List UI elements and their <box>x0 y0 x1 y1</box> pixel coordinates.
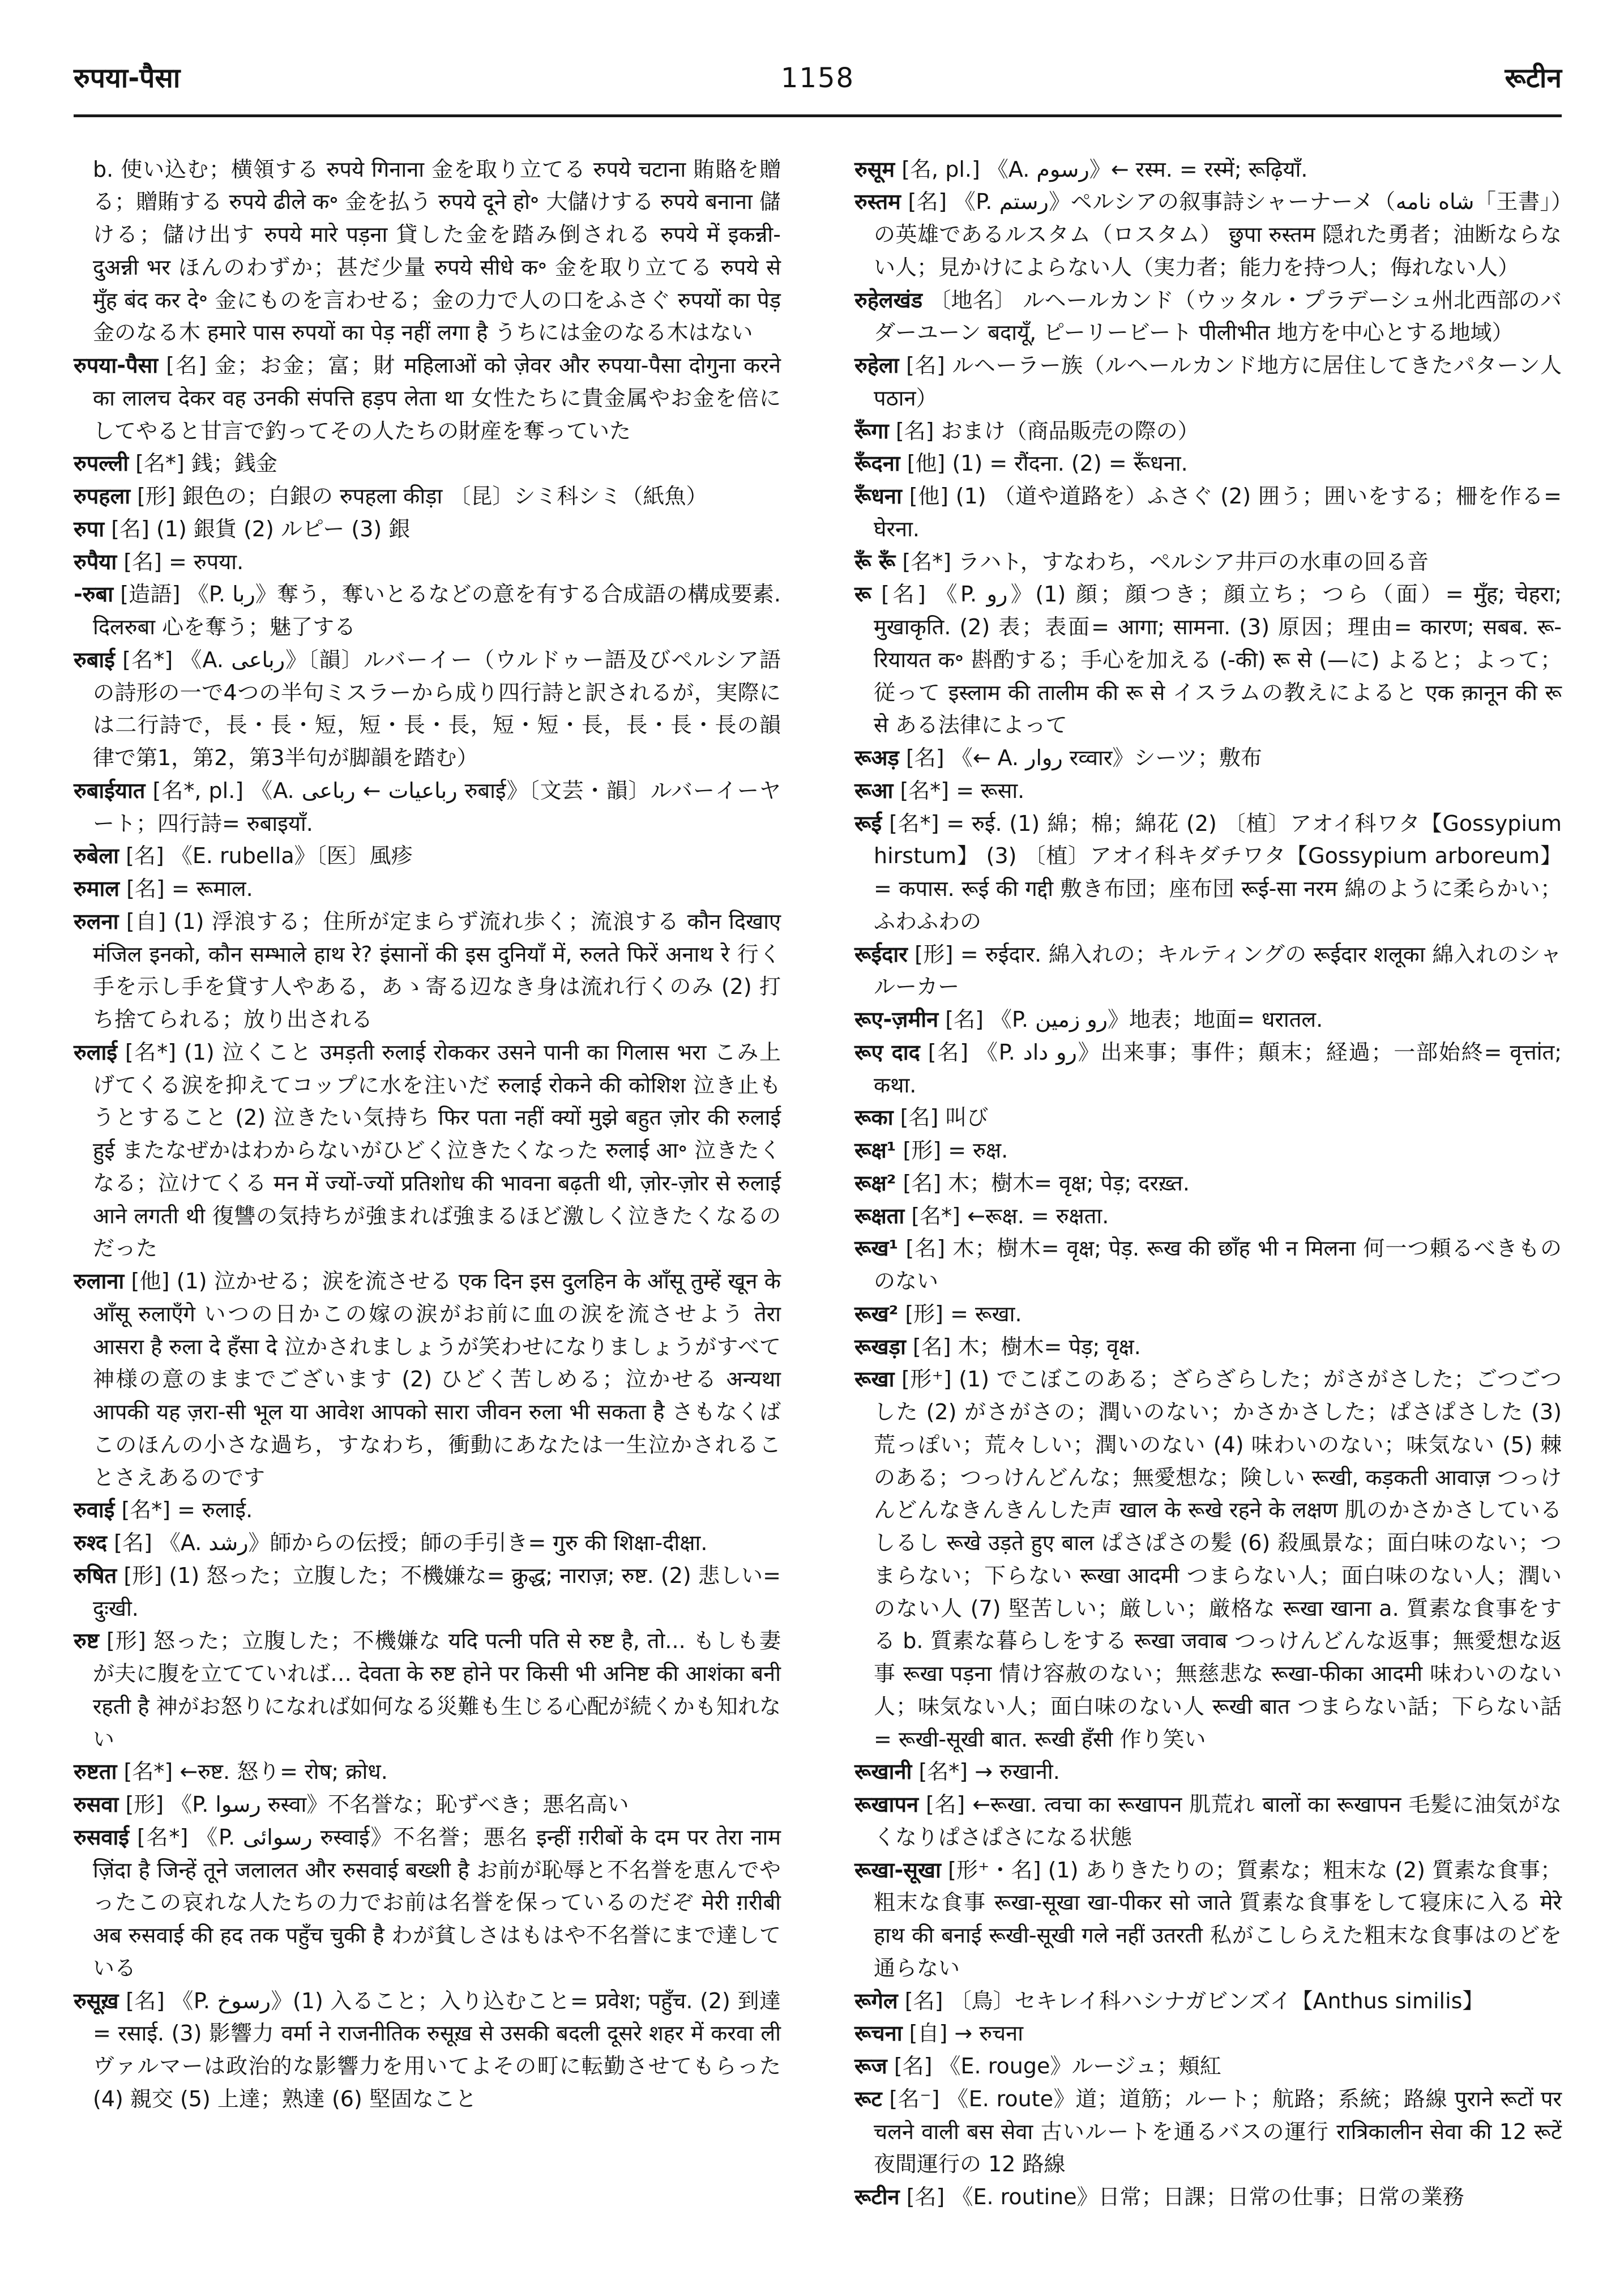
entry-pos: [名] <box>899 353 945 378</box>
entry-headword: रुष्ट <box>74 1628 99 1654</box>
text-columns <box>74 153 1562 2214</box>
entry-body: (1) ありきたりの；質素な；粗末な (2) 質素な食事；粗末な食事 रूखा-सूखा खा-पीकर सो जाते 質素な食事をして寝床に入る मेरे हाथ की बनाई रूखी-सूखी गले नहीं उतरती 私がこしらえた粗末な食事はのどを通らない <box>874 1857 1562 1981</box>
dictionary-entry <box>854 578 1562 742</box>
entry-headword: रूआ <box>854 778 894 803</box>
entry-headword: रूअड़ <box>854 745 899 771</box>
entry-body: (1) 怒った；立腹した；不機嫌な= क्रुद्ध; नाराज़; रुष्ट. (2) 悲しい= दुःखी. <box>93 1563 781 1621</box>
header-rule <box>74 114 1562 117</box>
entry-body: 金；お金；富；財 महिलाओं को ज़ेवर और रुपया-पैसा दोगुना करने का लालच देकर वह उनकी संपत्ति हड़प लेता था 女性たちに貴金属やお金を倍にしてやると甘言で釣ってその人たちの財産を奪っていた <box>93 353 781 443</box>
dictionary-entry <box>854 1789 1562 1854</box>
entry-body: ルヘールカンド（ウッタル・プラデーシュ州北西部のバダーユーン बदायूँ, ピーリービート पीलीभीत 地方を中心とする地域） <box>874 287 1562 345</box>
dictionary-entry <box>74 1789 781 1821</box>
entry-pos: [名*] <box>129 1824 189 1850</box>
dictionary-entry <box>74 1821 781 1985</box>
dictionary-entry <box>74 1527 781 1560</box>
entry-pos: [名, pl.] <box>895 156 980 182</box>
dictionary-entry <box>854 1854 1562 1985</box>
dictionary-entry <box>74 1985 781 2116</box>
entry-pos: [名*] <box>904 1203 961 1228</box>
dictionary-entry <box>74 153 781 350</box>
entry-headword: -रुबा <box>74 582 114 607</box>
dictionary-entry <box>74 349 781 447</box>
entry-body: 《P. رسوا रुस्वा》不名誉な；恥ずべき；悪名高い <box>164 1792 629 1817</box>
entry-pos: [自] <box>118 908 166 934</box>
entry-headword: रुलना <box>74 908 119 934</box>
dictionary-entry <box>74 480 781 513</box>
entry-pos: [名*] <box>129 451 185 476</box>
dictionary-entry <box>74 513 781 546</box>
entry-headword: रूखानी <box>854 1759 912 1785</box>
entry-headword: रूखापन <box>854 1792 919 1817</box>
entry-headword: रूक्ष² <box>854 1170 896 1196</box>
entry-headword: रूँ रूँ <box>854 549 896 574</box>
entry-body: ←रूक्ष. = रुक्षता. <box>960 1203 1109 1228</box>
entry-pos: [形] <box>99 1628 146 1654</box>
entry-pos: 〔地名〕 <box>922 287 1016 313</box>
entry-headword: रूख² <box>854 1301 899 1326</box>
entry-body: 《A. رباعى》〔韻〕ルバーイー（ウルドゥー語及びペルシア語の詩形の一で4つの半句ミスラーから成り四行詩と訳されるが，実際には二行詩で，長・長・短，短・長・長，短・短・長，長・長・長の韻律で第1，第2，第3半句が脚韻を踏む） <box>93 647 781 771</box>
entry-body: = रूखा. <box>943 1301 1022 1326</box>
entry-pos: [形⁺・名] <box>941 1857 1041 1883</box>
entry-pos: [名] <box>898 1988 943 2013</box>
entry-body: 《P. رو》(1) 顔；顔つき；顔立ち；つら（面）= मुँह; चेहरा; मुखाकृति. (2) 表；表面= आगा; सामना. (3) 原因；理由= कारण; सबब. रू-रियायत क॰ 斟酌する；手心を加える (-की) रू से (—に) よると；よって；従って इस्लाम की तालीम की रू से イスラムの教えによると एक क़ानून की रू से ある法律によって <box>874 582 1562 738</box>
entry-body: = रुई. (1) 綿；棉；綿花 (2) 〔植〕アオイ科ワタ【Gossypium hirstum】 (3) 〔植〕アオイ科キダチワタ【Gossypium arboreum】= कपास. रूई की गद्दी 敷き布団；座布団 रूई-सा नरम 綿のように柔らかい；ふわふわの <box>874 810 1562 934</box>
dictionary-entry <box>854 153 1562 186</box>
entry-body: おまけ（商品販売の際の） <box>934 418 1199 443</box>
entry-body: (1) 泣かせる；涙を流させる एक दिन इस दुलहिन के आँसू तुम्हें खून के आँसू रुलाएँगे いつの日かこの嫁の涙がお前に血の涙を流させよう तेरा आसरा है रुला दे हँसा दे 泣かされましょうが笑わせになりましょうがすべて神様の意のままでございます (2) ひどく苦しめる；泣かせる अन्यथा आपकी यह ज़रा-सी भूल या आवेश आपको सारा जीवन रुला भी सकता है さもなくばこのほんの小さな過ち，すなわち，衝動にあなたは一生泣かされることさえあるのです <box>93 1269 781 1490</box>
entry-pos: [名*] <box>895 549 952 574</box>
dictionary-entry <box>854 447 1562 480</box>
entry-headword: रुपहला <box>74 484 131 509</box>
entry-headword: रूई <box>854 810 882 836</box>
dictionary-entry <box>854 546 1562 579</box>
entry-headword: रूचना <box>854 2021 903 2046</box>
entry-pos: [名*] <box>114 647 173 672</box>
entry-body: = रुलाई. <box>170 1497 253 1523</box>
entry-headword: रुश्द <box>74 1530 108 1556</box>
right-column <box>854 153 1562 2214</box>
dictionary-entry <box>854 2017 1562 2050</box>
dictionary-entry <box>854 1004 1562 1036</box>
page-header <box>74 62 1562 95</box>
entry-body: ルヘーラー族（ルヘールカンド地方に居住してきたパターン人 पठान） <box>874 353 1562 411</box>
entry-body: (1) 泣くこと उमड़ती रुलाई रोककर उसने पानी का गिलास भरा こみ上げてくる涙を抑えてコップに水を注いだ रुलाई रोकने की कोशिश 泣き止もうとすること (2) 泣きたい気持ち फिर पता नहीं क्यों मुझे बहुत ज़ोर की रुलाई हुई またなぜかはわからないがひどく泣きたくなった रुलाई आ॰ 泣きたくなる；泣けてくる मन में ज्यों-ज्यों प्रतिशोध की भावना बढ़ती थी, ज़ोर-ज़ोर से रुलाई आने लगती थी 復讐の気持ちが強まれば強まるほど激しく泣きたくなるのだった <box>93 1039 781 1261</box>
entry-headword: रूगेल <box>854 1988 898 2013</box>
entry-body: 怒った；立腹した；不機嫌な यदि पत्नी पति से रुष्ट है, तो... もしも妻が夫に腹を立てていれば… देवता के रुष्ट होने पर किसी भी अनिष्ट की आशंका बनी रहती है 神がお怒りになれば如何なる災難も生じる心配が続くかも知れない <box>93 1628 781 1752</box>
entry-pos: [名] <box>871 582 926 607</box>
entry-pos: [他] <box>124 1269 170 1294</box>
dictionary-entry <box>74 1036 781 1265</box>
dictionary-entry <box>74 1756 781 1789</box>
dictionary-entry <box>74 775 781 840</box>
entry-body: 叫び <box>938 1105 989 1130</box>
entry-body: = रूसा. <box>949 778 1025 803</box>
entry-body: → रुखानी. <box>968 1759 1060 1785</box>
entry-headword: रुसूख़ <box>74 1988 119 2013</box>
entry-headword: रुलाना <box>74 1269 125 1294</box>
header-guide-word-left: रुपया-पैसा <box>74 62 181 94</box>
entry-body: 《E. rouge》ルージュ；頬紅 <box>932 2054 1221 2079</box>
dictionary-entry <box>74 1560 781 1625</box>
entry-headword: रूटीन <box>854 2184 900 2210</box>
dictionary-entry <box>74 644 781 775</box>
entry-body: 《P. رستم》ペルシアの叙事詩シャーナーメ（شاه نامه「王書」）の英雄であるルスタム（ロスタム） छुपा रुस्तम 隠れた勇者；油断ならない人；見かけによらない人（実力者；能力を持つ人；侮れない人） <box>874 189 1562 280</box>
entry-headword: रूख¹ <box>854 1236 899 1261</box>
entry-body: 《E. route》道；道筋；ルート；航路；系統；路線 पुराने रूटों पर चलने वाली बस सेवा 古いルートを通るバスの運行 रात्रिकालीन सेवा की 12 रूटें 夜間運行の 12 路線 <box>874 2086 1562 2177</box>
entry-body: b. 使い込む；横領する रुपये गिनाना 金を取り立てる रुपये चटाना 賄賂を贈る；贈賄する रुपये ढीले क॰ 金を払う रुपये दूने हो॰ 大儲けする रुपये बनाना 儲ける；儲け出す रुपये मारे पड़ना 貸した金を踏み倒される रुपये में इकन्नी-दुअन्नी भर ほんのわずか；甚だ少量 रुपये सीधे क॰ 金を取り立てる रुपये से मुँह बंद कर दे॰ 金にものを言わせる；金の力で人の口をふさぐ रुपयों का पेड़ 金のなる木 हमारे पास रुपयों का पेड़ नहीं लगा है うちには金のなる木はない <box>93 156 781 345</box>
entry-body: (1) 銀貨 (2) ルピー (3) 銀 <box>149 516 411 541</box>
entry-body: 銭；銭金 <box>184 451 277 476</box>
dictionary-entry <box>854 1102 1562 1134</box>
entry-pos: [名] <box>905 1334 951 1359</box>
dictionary-entry <box>854 1167 1562 1200</box>
dictionary-entry <box>854 1232 1562 1298</box>
entry-pos: [造語] <box>113 582 181 607</box>
entry-pos: [形] <box>898 1301 943 1326</box>
entry-body: 《E. routine》日常；日課；日常の仕事；日常の業務 <box>945 2184 1464 2210</box>
dictionary-entry <box>854 2181 1562 2214</box>
dictionary-entry <box>854 1363 1562 1756</box>
entry-body: (1) （道や道路を）ふさぐ (2) 囲う；囲いをする；柵を作る= घेरना. <box>874 484 1562 541</box>
dictionary-entry <box>854 480 1562 546</box>
entry-pos: [形] <box>907 941 954 967</box>
entry-body: ラハト，すなわち，ペルシア井戸の水車の回る音 <box>951 549 1429 574</box>
dictionary-entry <box>74 1625 781 1756</box>
entry-body: (1) 浮浪する；住所が定まらず流れ歩く；流浪する कौन दिखाए मंजिल इनको, कौन सम्भाले हाथ रे? इंसानों की इस दुनियाँ में, रुलते फिरें अनाथ रे 行く手を示し手を貸す人やある，あゝ寄る辺なき身は流れ行くのみ (2) 打ち捨てられる；放り出される <box>93 908 781 1032</box>
entry-body: (1) = रौंदना. (2) = रूँधना. <box>945 451 1188 476</box>
entry-body: ←रुष्ट. 怒り= रोष; क्रोध. <box>173 1759 388 1785</box>
entry-pos: [名] <box>104 516 149 541</box>
entry-headword: रुसूम <box>854 156 895 182</box>
entry-headword: रू <box>854 582 871 607</box>
entry-headword: रुपल्ली <box>74 451 129 476</box>
entry-pos: [名] <box>918 1792 965 1817</box>
dictionary-entry <box>74 1494 781 1527</box>
entry-pos: [名] <box>898 1236 946 1261</box>
entry-pos: [名*, pl.] <box>145 778 244 803</box>
entry-pos: [名*] <box>882 810 939 836</box>
entry-body: 《P. رو زمين》地表；地面= धरातल. <box>983 1007 1323 1032</box>
entry-body: 木；樹木= वृक्ष; पेड़. रूख की छाँह भी न मिलना 何一つ頼るべきもののない <box>874 1236 1562 1294</box>
dictionary-entry <box>74 1265 781 1494</box>
entry-pos: [名] <box>107 1530 152 1556</box>
entry-headword: रुबाई <box>74 647 115 672</box>
entry-body: 《E. rubella》〔医〕風疹 <box>164 843 413 869</box>
dictionary-entry <box>74 906 781 1036</box>
entry-headword: रूट <box>854 2086 882 2111</box>
entry-pos: [名] <box>899 745 945 771</box>
dictionary-entry <box>854 1200 1562 1233</box>
entry-headword: रूज <box>854 2054 887 2079</box>
entry-headword: रुहेलखंड <box>854 287 923 313</box>
entry-pos: [形] <box>130 484 176 509</box>
entry-body: 《A. رشد》師からの伝授；師の手引き= गुरु की शिक्षा-दीक्षा. <box>152 1530 708 1556</box>
entry-headword: रुषित <box>74 1563 117 1588</box>
entry-pos: [形] <box>118 1792 164 1817</box>
entry-pos: [名] <box>119 843 164 869</box>
dictionary-entry <box>854 742 1562 775</box>
entry-headword: रुपया-पैसा <box>74 353 159 378</box>
dictionary-entry <box>74 873 781 906</box>
entry-pos: [名] <box>119 876 165 902</box>
entry-body: 《A. رباعيات ← رباعى रुबाई》〔文芸・韻〕ルバーイーヤート；四行詩= रुबाइयाँ. <box>93 778 781 836</box>
entry-pos: [形⁺] <box>894 1367 952 1392</box>
entry-pos: [形] <box>896 1138 942 1163</box>
dictionary-entry <box>854 1756 1562 1789</box>
entry-body: = रुपया. <box>161 549 244 574</box>
entry-headword: रूँधना <box>854 484 902 509</box>
page-number: 1158 <box>780 62 855 94</box>
entry-pos: [他] <box>900 451 946 476</box>
entry-body: 《P. رسوخ》(1) 入ること；入り込むこと= प्रवेश; पहुँच. (2) 到達= रसाई. (3) 影響力 वर्मा ने राजनीतिक रुसूख़ से उसकी बदली दूसरे शहर में करवा ली ヴァルマーは政治的な影響力を用いてよその町に転勤させてもらった (4) 親交 (5) 上達；熟達 (6) 堅固なこと <box>93 1988 781 2111</box>
left-column <box>74 153 781 2214</box>
entry-body: → रुचना <box>947 2021 1024 2046</box>
entry-pos: [他] <box>901 484 948 509</box>
entry-headword: रुसवाई <box>74 1824 130 1850</box>
entry-headword: रुलाई <box>74 1039 117 1065</box>
entry-pos: [名*] <box>912 1759 968 1785</box>
dictionary-entry <box>854 349 1562 415</box>
dictionary-entry <box>854 775 1562 808</box>
dictionary-entry <box>854 2083 1562 2181</box>
entry-pos: [名] <box>117 549 162 574</box>
dictionary-entry <box>854 1134 1562 1167</box>
entry-headword: रुपा <box>74 516 105 541</box>
entry-body: 《P. رسوائى रुस्वाई》不名誉；悪名 इन्हीं ग़रीबों के दम पर तेरा नाम ज़िंदा है जिन्हें तूने जलालत और रुसवाई बख्शी है お前が恥辱と不名誉を恵んでやったこの哀れな人たちの力でお前は名誉を保っているのだぞ मेरी ग़रीबी अब रुसवाई की हद तक पहुँच चुकी है わが貧しさはもはや不名誉にまで達している <box>93 1824 781 1981</box>
entry-body: = रुक्ष. <box>941 1138 1008 1163</box>
dictionary-entry <box>854 415 1562 448</box>
entry-headword: रूक्षता <box>854 1203 905 1228</box>
dictionary-entry <box>74 840 781 873</box>
entry-pos: [名] <box>938 1007 984 1032</box>
entry-pos: [名] <box>118 1988 165 2013</box>
entry-headword: रूखा-सूखा <box>854 1857 941 1883</box>
header-guide-word-right: रूटीन <box>1505 62 1562 94</box>
dictionary-entry <box>854 1036 1562 1102</box>
entry-body: ←रूखा. त्वचा का रूखापन 肌荒れ बालों का रूखापन 毛髪に油気がなくなりぱさぱさになる状態 <box>874 1792 1562 1850</box>
entry-headword: रूखा <box>854 1367 895 1392</box>
dictionary-entry <box>854 2050 1562 2083</box>
dictionary-entry <box>854 1985 1562 2018</box>
entry-headword: रूए दाद <box>854 1039 920 1065</box>
entry-pos: [名] <box>158 353 207 378</box>
entry-pos: [名] <box>887 2054 933 2079</box>
entry-body: 《P. ربا》奪う，奪いとるなどの意を有する合成語の構成要素. दिलरुबा 心を奪う；魅了する <box>93 582 781 640</box>
entry-body: (1) でこぼこのある；ざらざらした；がさがさした；ごつごつした (2) がさがさの；潤いのない；かさかさした；ぱさぱさした (3) 荒っぽい；荒々しい；潤いのない (4) 味わいのない；味気ない (5) 棘のある；つっけんどんな；無愛想な；険しい रूखी, कड़कती आवाज़ つっけんどんなきんきんした声 खाल के रूखे रहने के लक्षण 肌のかさかさしているしるし रूखे उड़ते हुए बाल ぱさぱさの髪 (6) 殺風景な；面白味のない；つまらない；下らない रूखा आदमी つまらない人；面白味のない人；潤いのない人 (7) 堅苦しい；厳しい；厳格な रूखा खाना a. 質素な食事をする b. 質素な暮らしをする रूखा जवाब つっけんどんな返事；無愛想な返事 रूखा पड़ना 情け容赦のない；無慈悲な रूखा-फीका आदमी 味わいのない人；味気ない人；面白味のない人 रूखी बात つまらない話；下らない話= रूखी-सूखी बात. रूखी हँसी 作り笑い <box>874 1367 1562 1752</box>
dictionary-entry <box>854 186 1562 284</box>
entry-pos: [名] <box>920 1039 969 1065</box>
entry-headword: रुहेला <box>854 353 899 378</box>
entry-pos: [名] <box>896 1170 942 1196</box>
entry-headword: रुबेला <box>74 843 119 869</box>
dictionary-entry <box>854 808 1562 938</box>
dictionary-entry <box>854 1298 1562 1331</box>
entry-body: = रुईदार. 綿入れの；キルティングの रूईदार शलूका 綿入れのシャルーカー <box>874 941 1562 1000</box>
entry-body: 《P. رو داد》出来事；事件；顛末；経過；一部始終= वृत्तांत; कथा. <box>874 1039 1562 1098</box>
entry-body: = रूमाल. <box>164 876 253 902</box>
entry-body: 〔鳥〕セキレイ科ハシナガビンズイ【Anthus similis】 <box>943 1988 1484 2013</box>
entry-headword: रुपैया <box>74 549 117 574</box>
entry-pos: [名] <box>888 418 934 443</box>
entry-body: 《A. رسوم》← रस्म. = रस्में; रूढ़ियाँ. <box>980 156 1308 182</box>
entry-headword: रुसवा <box>74 1792 119 1817</box>
entry-pos: [名*] <box>114 1497 171 1523</box>
entry-headword: रुवाई <box>74 1497 115 1523</box>
entry-pos: [形] <box>117 1563 163 1588</box>
entry-headword: रूँदना <box>854 451 900 476</box>
dictionary-entry <box>74 447 781 480</box>
entry-headword: रूईदार <box>854 941 908 967</box>
entry-headword: रुबाईयात <box>74 778 146 803</box>
entry-pos: [名⁻] <box>882 2086 940 2111</box>
dictionary-entry <box>854 938 1562 1004</box>
entry-pos: [名*] <box>117 1039 177 1065</box>
entry-headword: रुमाल <box>74 876 120 902</box>
entry-body: 木；樹木= वृक्ष; पेड़; दरख़्त. <box>941 1170 1190 1196</box>
entry-headword: रुष्टता <box>74 1759 117 1785</box>
entry-pos: [名] <box>893 1105 939 1130</box>
entry-headword: रूँगा <box>854 418 889 443</box>
dictionary-entry <box>74 578 781 644</box>
entry-headword: रूए-ज़मीन <box>854 1007 939 1032</box>
entry-headword: रुस्तम <box>854 189 901 215</box>
entry-pos: [名] <box>899 2184 945 2210</box>
dictionary-entry <box>74 546 781 579</box>
entry-pos: [自] <box>902 2021 948 2046</box>
entry-body: 《← A. روار रव्वार》シーツ；敷布 <box>944 745 1262 771</box>
entry-pos: [名*] <box>893 778 950 803</box>
dictionary-entry <box>854 284 1562 350</box>
entry-pos: [名] <box>900 189 947 215</box>
entry-headword: रूक्ष¹ <box>854 1138 896 1163</box>
entry-headword: रूका <box>854 1105 894 1130</box>
dictionary-entry <box>854 1331 1562 1364</box>
entry-headword: रूखड़ा <box>854 1334 906 1359</box>
entry-body: 銀色の；白銀の रुपहला कीड़ा 〔昆〕シミ科シミ（紙魚） <box>175 484 708 509</box>
entry-body: 木；樹木= पेड़; वृक्ष. <box>951 1334 1141 1359</box>
entry-pos: [名*] <box>117 1759 173 1785</box>
